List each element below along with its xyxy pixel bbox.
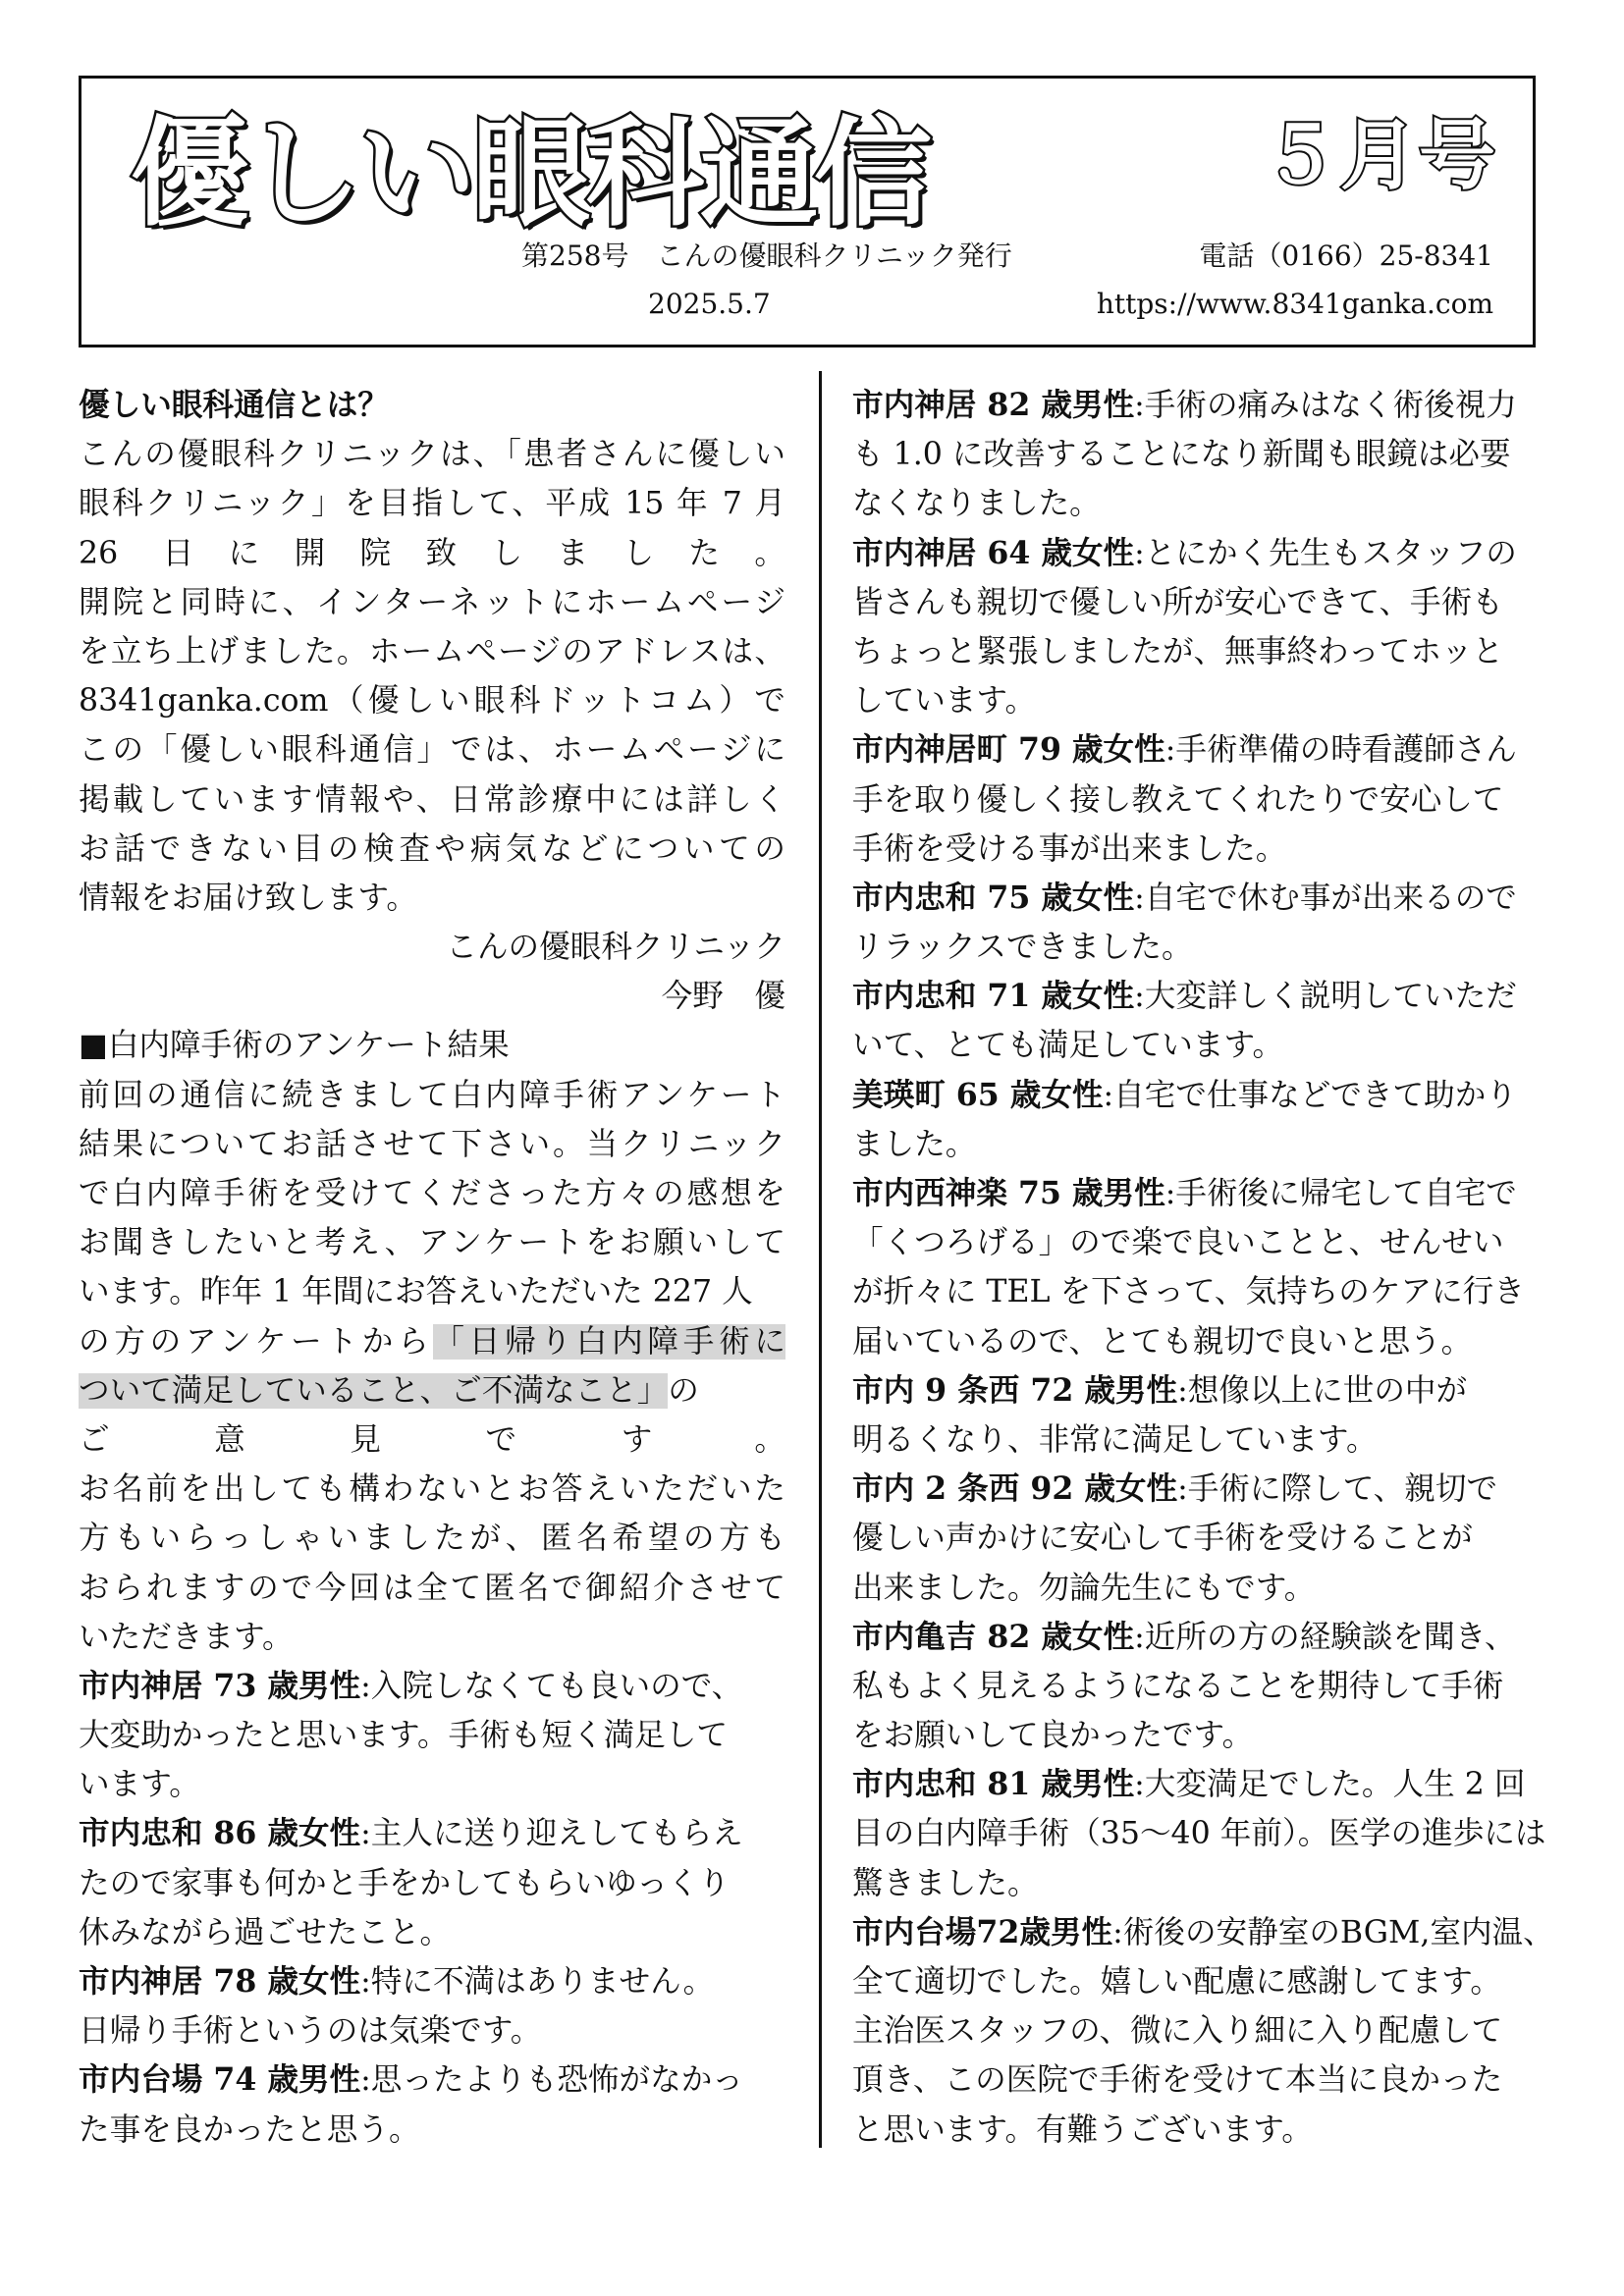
patient-comment: [852, 1760, 1559, 1908]
comment-text: 皆さんも親切で優しい所が安心できて、手術も: [852, 584, 1503, 620]
comment-line: [852, 1613, 1559, 1662]
comment-line: [79, 2056, 785, 2105]
right-column: [852, 381, 1559, 2155]
comment-line: [852, 1071, 1559, 1120]
comment-text: :主人に送り迎えしてもらえ: [360, 1816, 743, 1852]
comment-text: 主治医スタッフの、微に入り細に入り配慮して: [852, 2013, 1503, 2050]
highlighted-text: ついて満足していること、ご不満なこと」: [79, 1372, 669, 1409]
commenter-label: 市内神居 78 歳女性: [79, 1963, 361, 2000]
comment-line: [852, 430, 1559, 479]
comment-line: [852, 676, 1559, 725]
comment-text: :術後の安静室のBGM,室内温、: [1112, 1914, 1554, 1950]
comment-line: [79, 1859, 785, 1908]
comment-text: :手術の痛みはなく術後視力: [1134, 388, 1517, 423]
comment-line: [852, 479, 1559, 528]
comment-text: 休みながら過ごせたこと。: [79, 1914, 452, 1950]
commenter-label: 市内神居 82 歳男性: [852, 387, 1135, 423]
highlighted-text: 「日帰り白内障手術に: [433, 1323, 785, 1360]
comment-line: [852, 1169, 1559, 1218]
body-text-line: この「優しい眼科通信」では、ホームページに: [79, 732, 785, 769]
comment-list: [79, 1662, 785, 2155]
comment-line: [852, 1021, 1559, 1070]
comment-text: 頂き、この医院で手術を受けて本当に良かった: [852, 2062, 1503, 2099]
comment-text: しています。: [852, 683, 1037, 720]
column-divider: [819, 371, 822, 2148]
comment-line: [852, 2056, 1559, 2105]
comment-line: [852, 2106, 1559, 2155]
comment-line: [79, 1809, 785, 1858]
body-text-line: 開院と同時に、インターネットにホームページ: [79, 584, 785, 620]
comment-line: [852, 1120, 1559, 1169]
survey-highlight-line-1: [79, 1317, 785, 1366]
comment-text: 全て適切でした。嬉しい配慮に感謝してます。: [852, 1964, 1501, 2000]
patient-comment: [79, 1662, 785, 1810]
comment-line: [852, 1564, 1559, 1613]
commenter-label: 市内 9 条西 72 歳男性: [852, 1371, 1178, 1409]
body-text-line: 結果についてお話させて下さい。当クリニック: [79, 1126, 785, 1162]
body-text-line: お聞きしたいと考え、アンケートをお願いして: [79, 1225, 785, 1261]
comment-line: [852, 972, 1559, 1021]
patient-comment: [852, 725, 1559, 874]
patient-comment: [852, 1613, 1559, 1761]
comment-line: [79, 1957, 785, 2006]
comment-text: :特に不満はありません。: [360, 1964, 715, 2000]
comment-line: [852, 1514, 1559, 1563]
comment-line: [852, 874, 1559, 923]
comment-list: [852, 381, 1559, 2155]
body-text-line: 8341ganka.com（優しい眼科ドットコム）で: [79, 683, 785, 720]
comment-text: :大変詳しく説明していただ: [1134, 979, 1517, 1015]
signature-clinic: こんの優眼科クリニック: [446, 930, 785, 966]
comment-text: ちょっと緊張しましたが、無事終わってホッと: [852, 633, 1504, 669]
commenter-label: 市内亀吉 82 歳女性: [852, 1618, 1135, 1655]
commenter-label: 市内神居 64 歳女性: [852, 534, 1135, 571]
comment-text: いて、とても満足しています。: [852, 1028, 1284, 1064]
comment-line: [852, 1957, 1559, 2006]
comment-line: [852, 578, 1559, 627]
comment-line: [852, 1267, 1559, 1316]
comment-text: が折々に TEL を下さって、気持ちのケアに行き: [852, 1274, 1525, 1310]
comment-line: [852, 1859, 1559, 1908]
comment-text: 手を取り優しく接し教えてくれたりで安心して: [852, 781, 1504, 818]
comment-line: [852, 627, 1559, 676]
issue-month: ５月号: [1261, 112, 1497, 200]
body-text-line: こんの優眼科クリニックは、「患者さんに優しい: [79, 437, 785, 473]
signature-name: 今野 優: [661, 979, 785, 1015]
commenter-label: 市内台場 74 歳男性: [79, 2061, 361, 2099]
body-text-line: 情報をお届け致します。: [79, 880, 418, 916]
patient-comment: [852, 529, 1559, 726]
comment-text: 目の白内障手術（35～40 年前）。医学の進歩には: [852, 1816, 1546, 1852]
body-text-line: を立ち上げました。ホームページのアドレスは、: [79, 633, 785, 669]
comment-line: [852, 1662, 1559, 1711]
patient-comment: [79, 1957, 785, 2056]
issue-date: 2025.5.7: [648, 288, 771, 320]
patient-comment: [852, 1908, 1559, 2155]
comment-text: :思ったよりも恐怖がなかっ: [360, 2062, 743, 2099]
patient-comment: [852, 1366, 1559, 1465]
survey-highlight-line-2: [79, 1366, 785, 1415]
comment-text: ました。: [852, 1126, 977, 1162]
patient-comment: [852, 1465, 1559, 1613]
comment-text: :自宅で仕事などできて助かり: [1103, 1077, 1517, 1113]
commenter-label: 市内西神楽 75 歳男性: [852, 1175, 1165, 1211]
commenter-label: 市内忠和 81 歳男性: [852, 1766, 1135, 1803]
comment-line: [852, 381, 1559, 430]
commenter-label: 市内忠和 71 歳女性: [852, 978, 1135, 1015]
comment-text: 明るくなり、非常に満足しています。: [852, 1421, 1378, 1458]
comment-text: リラックスできました。: [852, 930, 1193, 966]
intro-heading: 優しい眼科通信とは？: [79, 387, 389, 423]
comment-line: [852, 825, 1559, 874]
comment-line: [79, 2006, 785, 2056]
masthead: [79, 76, 1536, 347]
comment-text: 大変助かったと思います。手術も短く満足して: [79, 1718, 728, 1754]
comment-text: と思います。有難うございます。: [852, 2111, 1313, 2148]
comment-text: :想像以上に世の中が: [1177, 1372, 1468, 1409]
comment-text: をお願いして良かったです。: [852, 1718, 1254, 1754]
patient-comment: [79, 2056, 785, 2154]
survey-text: の方のアンケートから: [79, 1323, 434, 1360]
patient-comment: [852, 381, 1559, 529]
comment-line: [852, 923, 1559, 972]
comment-line: [852, 775, 1559, 825]
patient-comment: [79, 1809, 785, 1957]
comment-line: [852, 1908, 1559, 1957]
comment-line: [852, 725, 1559, 774]
comment-text: 優しい声かけに安心して手術を受けることが: [852, 1521, 1473, 1557]
comment-line: [79, 2106, 785, 2155]
comment-text: います。: [79, 1767, 200, 1803]
body-text-line: 眼科クリニック」を目指して、平成 15 年 7 月: [79, 486, 785, 522]
commenter-label: 市内 2 条西 92 歳女性: [852, 1470, 1178, 1508]
survey-text: の: [668, 1372, 699, 1409]
comment-line: [79, 1760, 785, 1809]
comment-text: 届いているので、とても親切で良いと思う。: [852, 1323, 1473, 1360]
intro-paragraph: [79, 430, 785, 923]
website-url: https://www.8341ganka.com: [1096, 288, 1493, 320]
comment-text: :自宅で休む事が出来るので: [1134, 880, 1517, 916]
commenter-label: 市内神居町 79 歳女性: [852, 731, 1165, 769]
patient-comment: [852, 972, 1559, 1070]
issue-info: 第258号 こんの優眼科クリニック発行: [521, 240, 1012, 272]
section-heading: ■白内障手術のアンケート結果: [79, 1028, 510, 1064]
comment-text: も 1.0 に改善することになり新聞も眼鏡は必要: [852, 437, 1511, 473]
comment-line: [79, 1662, 785, 1711]
comment-text: 驚きました。: [852, 1865, 1039, 1901]
comment-line: [852, 1317, 1559, 1366]
commenter-label: 市内神居 73 歳男性: [79, 1667, 361, 1704]
left-column: [79, 381, 785, 2155]
patient-comment: [852, 1071, 1559, 1169]
survey-paragraph: [79, 1071, 785, 1317]
body-text-line: お名前を出しても構わないとお答えいただいた: [79, 1471, 785, 1508]
comment-line: [852, 1760, 1559, 1809]
comment-text: たので家事も何かと手をかしてもらいゆっくり: [79, 1865, 731, 1901]
comment-text: 出来ました。勿論先生にもです。: [852, 1570, 1316, 1606]
comment-text: 「くつろげる」ので楽で良いことと、せんせい: [852, 1225, 1504, 1261]
comment-text: :手術後に帰宅して自宅で: [1164, 1176, 1517, 1211]
survey-paragraph-continued: [79, 1415, 785, 1662]
comment-text: 私もよく見えるようになることを期待して手術: [852, 1668, 1504, 1704]
comment-line: [852, 529, 1559, 578]
body-text-line: 方もいらっしゃいましたが、匿名希望の方も: [79, 1521, 785, 1557]
comment-line: [852, 2006, 1559, 2056]
comment-line: [852, 1465, 1559, 1514]
newsletter-title: 優しい眼科通信: [131, 106, 928, 242]
body-text-line: お話できない目の検査や病気などについての: [79, 830, 785, 867]
comment-text: :大変満足でした。人生 2 回: [1134, 1767, 1526, 1803]
commenter-label: 市内台場72歳男性: [852, 1913, 1113, 1950]
comment-text: :近所の方の経験談を聞き、: [1134, 1619, 1516, 1655]
body-text-line: おられますので今回は全て匿名で御紹介させて: [79, 1570, 785, 1606]
comment-line: [852, 1809, 1559, 1858]
comment-text: :手術準備の時看護師さん: [1164, 732, 1517, 769]
comment-line: [79, 1711, 785, 1760]
body-text-line: いただきます。: [79, 1619, 294, 1655]
patient-comment: [852, 1169, 1559, 1366]
comment-line: [852, 1415, 1559, 1465]
comment-line: [852, 1218, 1559, 1267]
comment-text: 日帰り手術というのは気楽です。: [79, 2013, 542, 2050]
patient-comment: [852, 874, 1559, 972]
comment-text: :手術に際して、親切で: [1177, 1471, 1498, 1508]
commenter-label: 市内忠和 75 歳女性: [852, 879, 1135, 916]
comment-text: なくなりました。: [852, 486, 1101, 522]
body-text-line: 前回の通信に続きまして白内障手術アンケート: [79, 1077, 785, 1113]
body-text-line: います。昨年 1 年間にお答えいただいた 227 人: [79, 1274, 753, 1310]
phone-number: 電話（0166）25-8341: [1199, 240, 1493, 272]
commenter-label: 市内忠和 86 歳女性: [79, 1815, 361, 1852]
body-text-line: で白内障手術を受けてくださった方々の感想を: [79, 1176, 785, 1211]
comment-line: [79, 1908, 785, 1957]
comment-text: :とにかく先生もスタッフの: [1134, 535, 1517, 571]
commenter-label: 美瑛町 65 歳女性: [852, 1076, 1104, 1113]
comment-text: た事を良かったと思う。: [79, 2111, 420, 2148]
body-text-line: 掲載しています情報や、日常診療中には詳しく: [79, 781, 785, 818]
body-text-line: ご意見です。: [79, 1421, 785, 1458]
comment-text: :入院しなくても良いので、: [360, 1668, 743, 1704]
body-text-line: 26 日に開院致しました。: [79, 535, 785, 571]
comment-line: [852, 1366, 1559, 1415]
comment-line: [852, 1711, 1559, 1760]
comment-text: 手術を受ける事が出来ました。: [852, 830, 1287, 867]
